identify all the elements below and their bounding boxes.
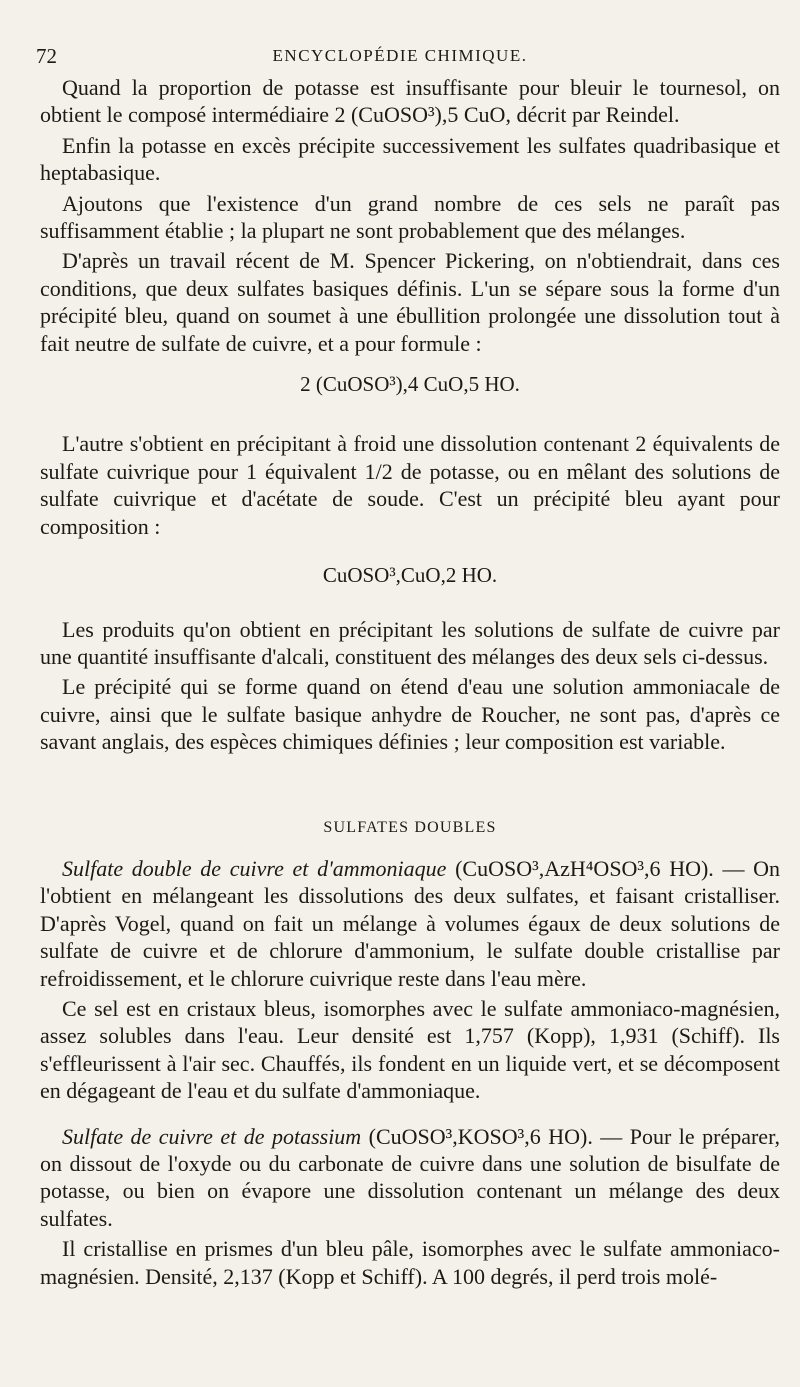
formula-basic-sulfate-1: 2 (CuOSO³),4 CuO,5 HO. <box>300 372 520 397</box>
compound-formula-ammonium: (CuOSO³,AzH⁴OSO³,6 HO). <box>455 855 714 881</box>
page-body <box>40 74 780 1293</box>
formula-basic-sulfate-2: CuOSO³,CuO,2 HO. <box>322 563 498 588</box>
compound-formula-potassium: (CuOSO³,KOSO³,6 HO). <box>368 1123 593 1149</box>
paragraph-5: L'autre s'obtient en précipitant à froid une dissolution contenant 2 équivalents de sulfate cuivrique pour 1 équivalent 1/2 de potasse, ou en mêlant des solutions de sulfate cuivrique et d'acétate de soude. C'est un précipité bleu ayant pour composition : <box>40 431 780 539</box>
paragraph-6: Les produits qu'on obtient en précipitant les solutions de sulfate de cuivre par une quantité insuffisante d'alcali, constituent des mélanges des deux sels ci-dessus. <box>40 616 780 669</box>
page-header <box>0 44 800 70</box>
paragraph-7: Le précipité qui se forme quand on étend d'eau une solution ammoniacale de cuivre, ainsi que le sulfate basique anhydre de Roucher, ne sont pas, d'après ce savant anglais, des espèces chimiques définies ; leur composition est variable. <box>40 674 780 755</box>
paragraph-3: Ajoutons que l'existence d'un grand nombre de ces sels ne paraît pas suffisamment établie ; la plupart ne sont probablement que des mélanges. <box>40 190 780 244</box>
paragraph-9: Ce sel est en cristaux bleus, isomorphes avec le sulfate ammoniaco-magnésien, assez solubles dans l'eau. Leur densité est 1,757 (Kopp), 1,931 (Schiff). Ils s'effleurissent à l'air sec. Chauffés, ils fondent en un liquide vert, et se décomposent en dégageant de l'eau et du sulfate d'ammoniaque. <box>40 995 780 1104</box>
paragraph-potassium-double-sulfate <box>40 1123 780 1233</box>
paragraph-8-text: — On l'obtient en mélangeant les dissolutions des deux sulfates, et faisant cristalliser. D'après Vogel, quand on fait un mélange à volumes égaux de deux solutions de sulfate de cuivre et de chlorure d'ammonium, le sulfate double cristallise par refroidissement, et le chlorure cuivrique reste dans l'eau mère. <box>40 855 781 991</box>
running-title: ENCYCLOPÉDIE CHIMIQUE. <box>272 46 528 65</box>
page-number: 72 <box>36 44 57 68</box>
section-title: SULFATES DOUBLES <box>323 818 497 836</box>
paragraph-10-text: — Pour le préparer, on dissout de l'oxyde ou du carbonate de cuivre dans une solution de bisulfate de potasse, ou bien on évapore une dissolution contenant un mélange des deux sulfates. <box>40 1123 781 1231</box>
compound-title-ammonium: Sulfate double de cuivre et d'ammoniaque <box>62 855 447 881</box>
paragraph-2: Enfin la potasse en excès précipite successivement les sulfates quadribasique et heptabasique. <box>40 132 780 186</box>
compound-title-potassium: Sulfate de cuivre et de potassium <box>62 1123 362 1149</box>
paragraph-1: Quand la proportion de potasse est insuffisante pour bleuir le tournesol, on obtient le composé intermédiaire 2 (CuOSO³),5 CuO, décrit par Reindel. <box>40 75 780 128</box>
paragraph-4: D'après un travail récent de M. Spencer Pickering, on n'obtiendrait, dans ces conditions, que deux sulfates basiques définis. L'un se sépare sous la forme d'un précipité bleu, quand on soumet à une ébullition prolongée une dissolution tout à fait neutre de sulfate de cuivre, et a pour formule : <box>40 248 780 356</box>
paragraph-ammonium-double-sulfate <box>40 855 780 992</box>
paragraph-11: Il cristallise en prismes d'un bleu pâle, isomorphes avec le sulfate ammoniaco-magnésien. Densité, 2,137 (Kopp et Schiff). A 100 degrés, il perd trois molé- <box>40 1236 780 1289</box>
